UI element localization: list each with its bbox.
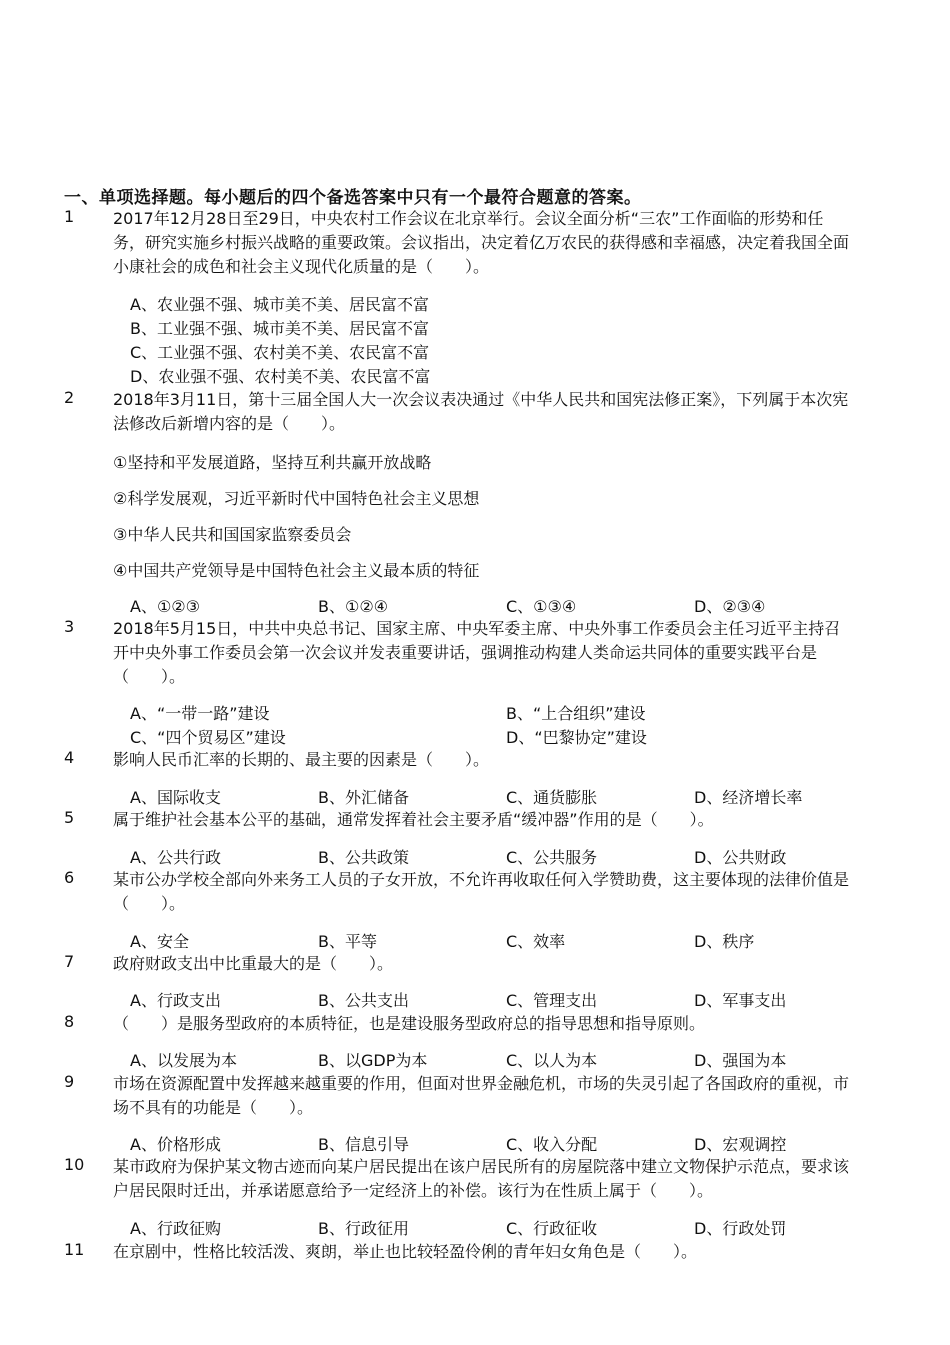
option-b[interactable]: B、“上合组织”建设 (506, 704, 646, 723)
option-c[interactable]: C、收入分配 (506, 1135, 598, 1154)
option-d[interactable]: D、行政处罚 (694, 1219, 787, 1238)
question-text: 某市公办学校全部向外来务工人员的子女开放，不允许再收取任何入学赞助费，这主要体现的法律价值是（ ）。 (113, 870, 850, 913)
question-number: 5 (64, 808, 75, 827)
option-b[interactable]: B、公共支出 (318, 991, 409, 1010)
option-d[interactable]: D、②③④ (694, 597, 766, 616)
option-c[interactable]: C、行政征收 (506, 1219, 598, 1238)
question-text: 市场在资源配置中发挥越来越重要的作用，但面对世界金融危机，市场的失灵引起了各国政府的重视，市场不具有的功能是（ ）。 (113, 1074, 850, 1117)
question-number: 2 (64, 388, 75, 407)
option-c[interactable]: C、公共服务 (506, 848, 598, 867)
question-text: 影响人民币汇率的长期的、最主要的因素是（ ）。 (113, 750, 490, 769)
option-b[interactable]: B、平等 (318, 932, 377, 951)
statement-2: ②科学发展观，习近平新时代中国特色社会主义思想 (113, 489, 480, 508)
option-d[interactable]: D、经济增长率 (694, 788, 803, 807)
option-a[interactable]: A、“一带一路”建设 (130, 704, 270, 723)
option-c[interactable]: C、管理支出 (506, 991, 598, 1010)
option-b[interactable]: B、①②④ (318, 597, 389, 616)
question-text: （ ）是服务型政府的本质特征，也是建设服务型政府总的指导思想和指导原则。 (113, 1014, 706, 1033)
option-d[interactable]: D、公共财政 (694, 848, 787, 867)
option-b[interactable]: B、公共政策 (318, 848, 409, 867)
question-text: 属于维护社会基本公平的基础，通常发挥着社会主要矛盾“缓冲器”作用的是（ ）。 (113, 810, 714, 829)
option-b[interactable]: B、以GDP为本 (318, 1051, 428, 1070)
option-c[interactable]: C、“四个贸易区”建设 (130, 728, 286, 747)
question-number: 1 (64, 207, 75, 226)
section-heading: 一、单项选择题。每小题后的四个备选答案中只有一个最符合题意的答案。 (64, 188, 642, 208)
option-a[interactable]: A、以发展为本 (130, 1051, 237, 1070)
option-b[interactable]: B、外汇储备 (318, 788, 409, 807)
option-a[interactable]: A、①②③ (130, 597, 200, 616)
question-number: 11 (64, 1240, 85, 1259)
question-number: 10 (64, 1155, 85, 1174)
statement-1: ①坚持和平发展道路，坚持互利共赢开放战略 (113, 453, 432, 472)
question-number: 3 (64, 617, 75, 636)
question-text: 2017年12月28日至29日，中央农村工作会议在北京举行。会议全面分析“三农”工作面临的形势和任务，研究实施乡村振兴战略的重要政策。会议指出，决定着亿万农民的获得感和幸福感，决定着我国全面小康社会的成色和社会主义现代化质量的是（ ）。 (113, 209, 850, 276)
option-c[interactable]: C、工业强不强、农村美不美、农民富不富 (130, 343, 430, 362)
option-d[interactable]: D、农业强不强、农村美不美、农民富不富 (130, 367, 431, 386)
question-number: 9 (64, 1072, 75, 1091)
statement-4: ④中国共产党领导是中国特色社会主义最本质的特征 (113, 561, 480, 580)
option-a[interactable]: A、安全 (130, 932, 189, 951)
option-b[interactable]: B、工业强不强、城市美不美、居民富不富 (130, 319, 429, 338)
option-d[interactable]: D、宏观调控 (694, 1135, 787, 1154)
question-number: 7 (64, 952, 75, 971)
option-c[interactable]: C、通货膨胀 (506, 788, 598, 807)
option-a[interactable]: A、行政支出 (130, 991, 221, 1010)
question-text: 2018年5月15日，中共中央总书记、国家主席、中央军委主席、中央外事工作委员会主任习近平主持召开中央外事工作委员会第一次会议并发表重要讲话，强调推动构建人类命运共同体的重要实践平台是（ ）。 (113, 619, 841, 686)
question-number: 4 (64, 748, 75, 767)
statement-3: ③中华人民共和国国家监察委员会 (113, 525, 352, 544)
question-text: 2018年3月11日，第十三届全国人大一次会议表决通过《中华人民共和国宪法修正案》，下列属于本次宪法修改后新增内容的是（ ）。 (113, 390, 849, 433)
option-b[interactable]: B、行政征用 (318, 1219, 409, 1238)
option-d[interactable]: D、“巴黎协定”建设 (506, 728, 647, 747)
option-a[interactable]: A、公共行政 (130, 848, 221, 867)
question-number: 8 (64, 1012, 75, 1031)
option-c[interactable]: C、效率 (506, 932, 566, 951)
option-d[interactable]: D、秩序 (694, 932, 755, 951)
question-number: 6 (64, 868, 75, 887)
question-text: 在京剧中，性格比较活泼、爽朗，举止也比较轻盈伶俐的青年妇女角色是（ ）。 (113, 1242, 698, 1261)
option-b[interactable]: B、信息引导 (318, 1135, 409, 1154)
option-a[interactable]: A、行政征购 (130, 1219, 221, 1238)
question-text: 政府财政支出中比重最大的是（ ）。 (113, 954, 394, 973)
option-c[interactable]: C、以人为本 (506, 1051, 598, 1070)
option-a[interactable]: A、价格形成 (130, 1135, 221, 1154)
question-text: 某市政府为保护某文物古迹而向某户居民提出在该户居民所有的房屋院落中建立文物保护示范点，要求该户居民限时迁出，并承诺愿意给予一定经济上的补偿。该行为在性质上属于（ ）。 (113, 1157, 850, 1200)
option-c[interactable]: C、①③④ (506, 597, 577, 616)
option-d[interactable]: D、军事支出 (694, 991, 787, 1010)
option-d[interactable]: D、强国为本 (694, 1051, 787, 1070)
option-a[interactable]: A、国际收支 (130, 788, 221, 807)
option-a[interactable]: A、农业强不强、城市美不美、居民富不富 (130, 295, 429, 314)
